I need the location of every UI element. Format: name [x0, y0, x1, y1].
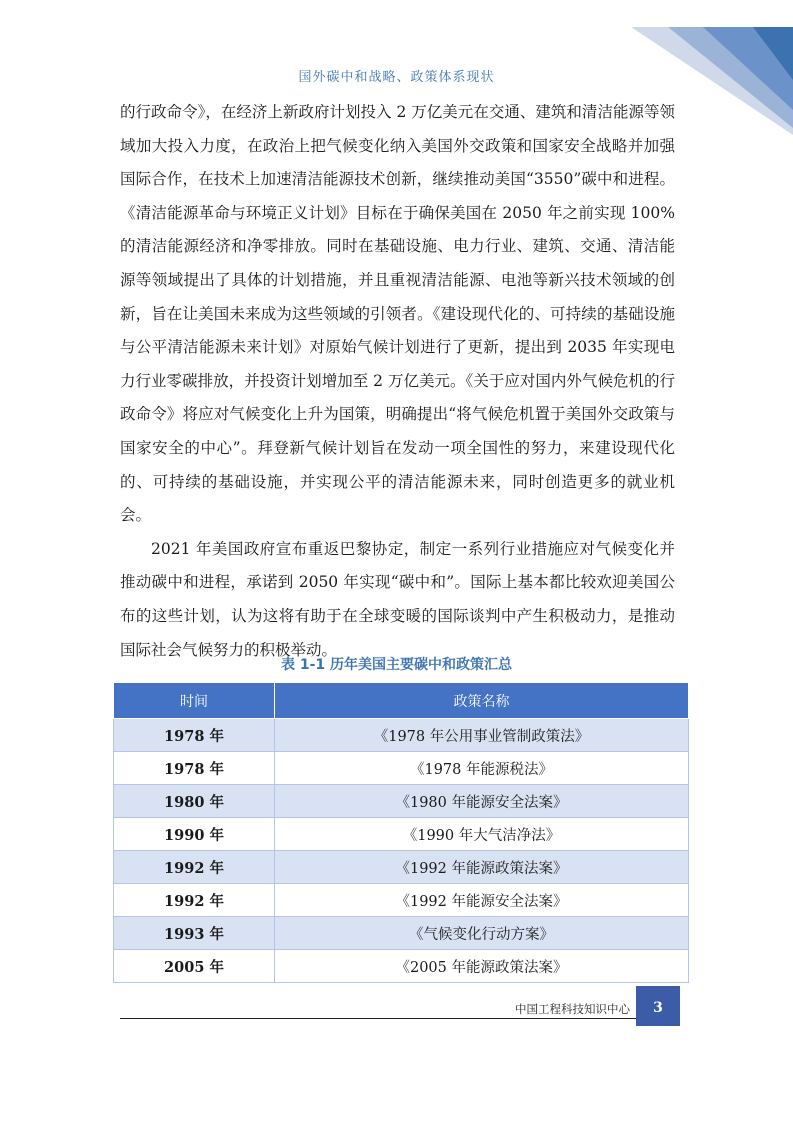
year-cell: 1980 年: [114, 785, 275, 818]
table-row: [114, 851, 689, 884]
column-header-policy: 政策名称: [275, 683, 689, 719]
policy-cell: 《2005 年能源政策法案》: [275, 950, 689, 983]
column-header-time: 时间: [114, 683, 275, 719]
page-number: 3: [636, 986, 680, 1026]
year-cell: 1992 年: [114, 851, 275, 884]
policy-cell: 《气候变化行动方案》: [275, 917, 689, 950]
table-row: [114, 917, 689, 950]
policy-cell: 《1992 年能源安全法案》: [275, 884, 689, 917]
footer-org: 中国工程科技知识中心: [515, 1002, 630, 1016]
paragraph: 2021 年美国政府宣布重返巴黎协定，制定一系列行业措施应对气候变化并推动碳中和进程，承诺到 2050 年实现“碳中和”。国际上基本都比较欢迎美国公布的这些计划，认为这将有助于在全球变暖的国际谈判中产生积极动力，是推动国际社会气候努力的积极举动。: [120, 539, 675, 659]
year-cell: 1993 年: [114, 917, 275, 950]
policy-cell: 《1978 年公用事业管制政策法》: [275, 719, 689, 752]
policy-cell: 《1980 年能源安全法案》: [275, 785, 689, 818]
year-cell: 2005 年: [114, 950, 275, 983]
footer-rule: [120, 1018, 636, 1019]
policy-table: [113, 682, 689, 983]
table-row: [114, 818, 689, 851]
year-cell: 1978 年: [114, 719, 275, 752]
table-row: [114, 785, 689, 818]
year-cell: 1992 年: [114, 884, 275, 917]
policy-cell: 《1992 年能源政策法案》: [275, 851, 689, 884]
running-header: 国外碳中和战略、政策体系现状: [298, 70, 495, 85]
year-cell: 1978 年: [114, 752, 275, 785]
table-row: [114, 950, 689, 983]
table-row: [114, 719, 689, 752]
body-text: [120, 96, 675, 667]
policy-cell: 《1990 年大气洁净法》: [275, 818, 689, 851]
table-caption: 表 1-1 历年美国主要碳中和政策汇总: [280, 657, 513, 673]
table-row: [114, 752, 689, 785]
table-row: [114, 884, 689, 917]
table-header-row: [114, 683, 689, 719]
year-cell: 1990 年: [114, 818, 275, 851]
policy-cell: 《1978 年能源税法》: [275, 752, 689, 785]
paragraph: 的行政命令》，在经济上新政府计划投入 2 万亿美元在交通、建筑和清洁能源等领域加大投入力度，在政治上把气候变化纳入美国外交政策和国家安全战略并加强国际合作，在技术上加速清洁能源技术创新，继续推动美国“3550”碳中和进程。《清洁能源革命与环境正义计划》目标在于确保美国在 2050 年之前实现 100%的清洁能源经济和净零排放。同时在基础设施、电力行业、建筑、交通、清洁能源等领域提出了具体的计划措施，并且重视清洁能源、电池等新兴技术领域的创新，旨在让美国未来成为这些领域的引领者。《建设现代化的、可持续的基础设施与公平清洁能源未来计划》对原始气候计划进行了更新，提出到 2035 年实现电力行业零碳排放，并投资计划增加至 2 万亿美元。《关于应对国内外气候危机的行政命令》将应对气候变化上升为国策，明确提出“将气候危机置于美国外交政策与国家安全的中心”。拜登新气候计划旨在发动一项全国性的努力，来建设现代化的、可持续的基础设施，并实现公平的清洁能源未来，同时创造更多的就业机会。: [120, 103, 675, 525]
